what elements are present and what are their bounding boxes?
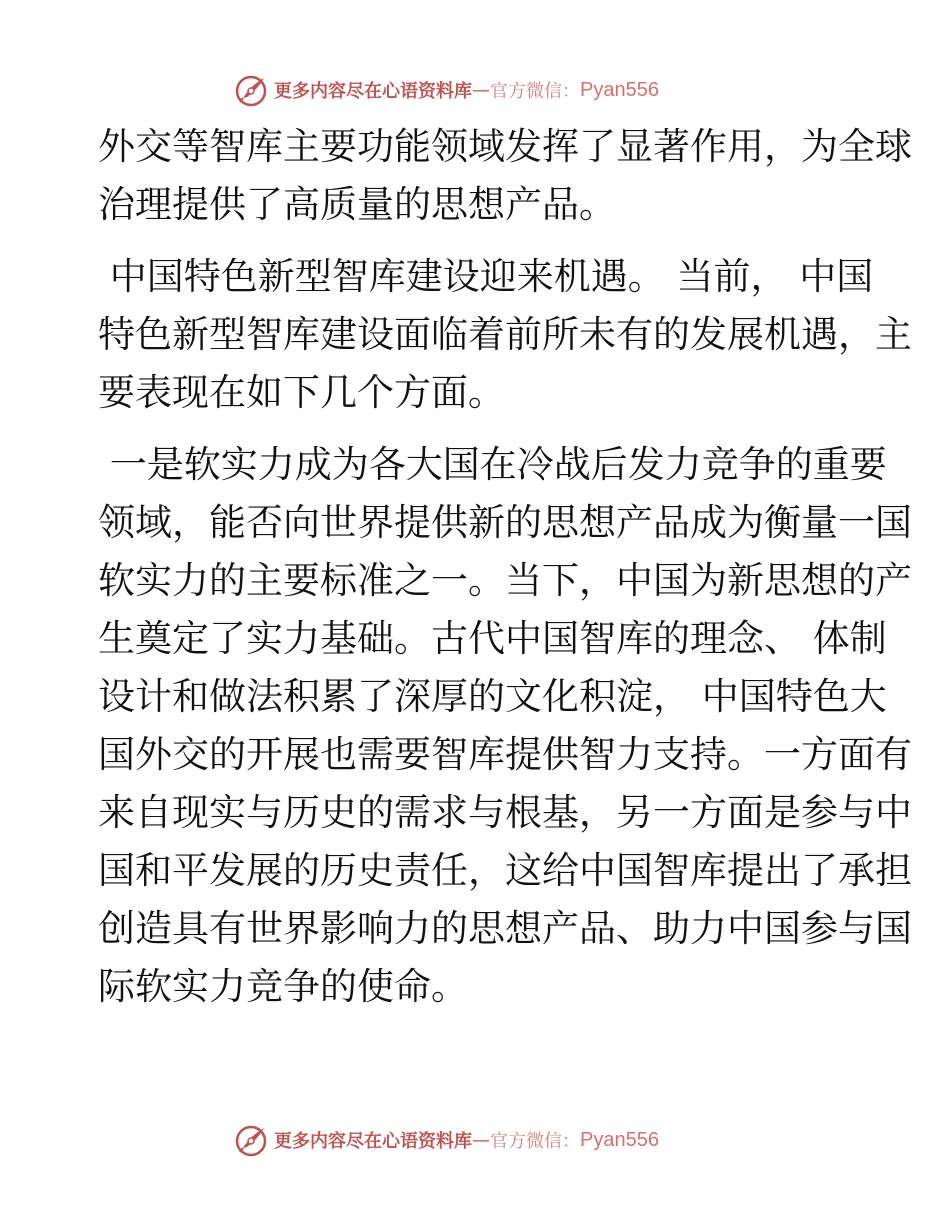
quill-pen-logo	[234, 72, 270, 108]
text-line: 中国特色新型智库建设迎来机遇。 当前， 中国	[98, 255, 874, 298]
paragraph-gap	[98, 234, 858, 248]
watermark-wechat-id: Pyan556	[580, 1128, 659, 1151]
text-line: 治理提供了高质量的思想产品。	[98, 183, 616, 226]
watermark-brand: 更多内容尽在心语资料库	[274, 1131, 472, 1152]
document-body	[98, 118, 912, 1016]
watermark-wechat-id: Pyan556	[580, 78, 659, 101]
watermark-wechat-label: 官方微信：	[490, 81, 580, 102]
text-line: 际软实力竞争的使命。	[98, 965, 468, 1008]
watermark-dash: —	[472, 79, 490, 101]
text-line: 创造具有世界影响力的思想产品、助力中国参与国	[98, 907, 912, 950]
text-line: 一是软实力成为各大国在冷战后发力竞争的重要	[98, 443, 887, 486]
header-watermark	[234, 70, 659, 110]
quill-pen-logo	[234, 1122, 270, 1158]
text-line: 设计和做法积累了深厚的文化积淀， 中国特色大	[98, 675, 887, 718]
paragraph-gap	[98, 422, 858, 436]
watermark-dash: —	[472, 1129, 490, 1151]
text-line: 来自现实与历史的需求与根基，另一方面是参与中	[98, 791, 912, 834]
text-line: 要表现在如下几个方面。	[98, 371, 505, 414]
text-line: 国和平发展的历史责任，这给中国智库提出了承担	[98, 849, 912, 892]
text-line: 外交等智库主要功能领域发挥了显著作用，为全球	[98, 125, 912, 168]
paragraph	[98, 248, 912, 422]
paragraph	[98, 436, 912, 1016]
text-line: 软实力的主要标准之一。当下，中国为新思想的产	[98, 559, 912, 602]
watermark-wechat-label: 官方微信：	[490, 1131, 580, 1152]
text-line: 国外交的开展也需要智库提供智力支持。一方面有	[98, 733, 912, 776]
footer-watermark	[234, 1120, 659, 1160]
text-line: 生奠定了实力基础。古代中国智库的理念、 体制	[98, 617, 887, 660]
watermark-brand: 更多内容尽在心语资料库	[274, 81, 472, 102]
text-line: 特色新型智库建设面临着前所未有的发展机遇，主	[98, 313, 912, 356]
text-line: 领域，能否向世界提供新的思想产品成为衡量一国	[98, 501, 912, 544]
paragraph	[98, 118, 912, 234]
